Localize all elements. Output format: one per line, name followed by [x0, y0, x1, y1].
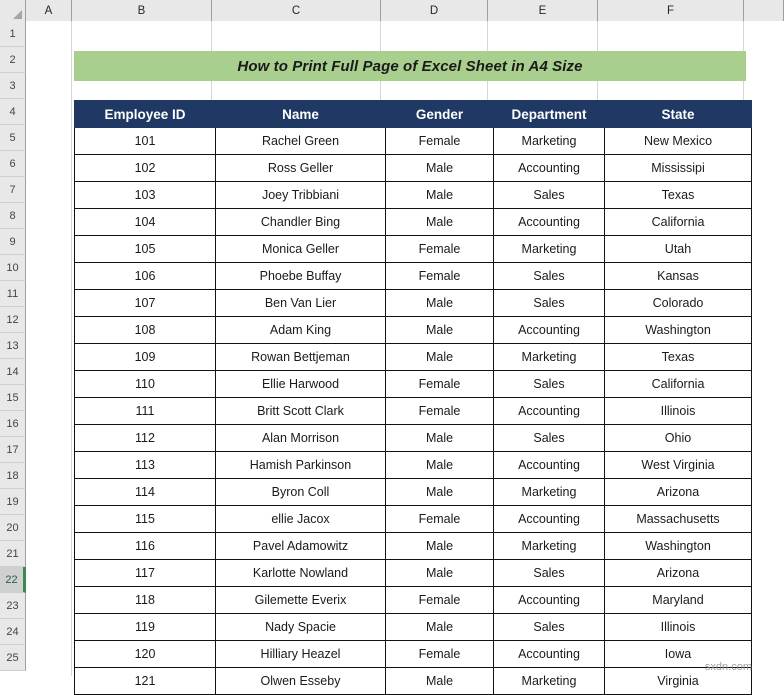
table-cell[interactable]: Ben Van Lier: [216, 290, 386, 317]
table-cell[interactable]: Marketing: [494, 533, 605, 560]
table-cell[interactable]: 112: [75, 425, 216, 452]
table-row[interactable]: [75, 398, 752, 425]
table-cell[interactable]: 101: [75, 128, 216, 155]
table-row[interactable]: [75, 668, 752, 695]
row-header-24[interactable]: 24: [0, 619, 26, 645]
table-cell[interactable]: 102: [75, 155, 216, 182]
table-cell[interactable]: California: [605, 371, 752, 398]
table-cell[interactable]: Virginia: [605, 668, 752, 695]
column-header-c[interactable]: C: [212, 0, 381, 21]
table-row[interactable]: [75, 506, 752, 533]
table-cell[interactable]: 116: [75, 533, 216, 560]
row-header-20[interactable]: 20: [0, 515, 26, 541]
table-cell[interactable]: Chandler Bing: [216, 209, 386, 236]
table-cell[interactable]: Male: [386, 452, 494, 479]
table-cell[interactable]: Iowa: [605, 641, 752, 668]
sheet-grid[interactable]: [26, 21, 758, 688]
table-cell[interactable]: California: [605, 209, 752, 236]
table-cell[interactable]: Female: [386, 128, 494, 155]
table-row[interactable]: [75, 317, 752, 344]
table-cell[interactable]: Massachusetts: [605, 506, 752, 533]
table-cell[interactable]: Arizona: [605, 560, 752, 587]
table-cell[interactable]: Illinois: [605, 398, 752, 425]
table-cell[interactable]: 106: [75, 263, 216, 290]
row-header-4[interactable]: 4: [0, 99, 26, 125]
row-header-16[interactable]: 16: [0, 411, 26, 437]
table-cell[interactable]: Female: [386, 371, 494, 398]
table-cell[interactable]: Marketing: [494, 668, 605, 695]
row-header-18[interactable]: 18: [0, 463, 26, 489]
table-cell[interactable]: 119: [75, 614, 216, 641]
table-cell[interactable]: Accounting: [494, 641, 605, 668]
table-cell[interactable]: 115: [75, 506, 216, 533]
table-row[interactable]: [75, 263, 752, 290]
column-header-cell[interactable]: Department: [494, 101, 605, 128]
column-header-d[interactable]: D: [381, 0, 488, 21]
table-row[interactable]: [75, 290, 752, 317]
column-header-cell[interactable]: Employee ID: [75, 101, 216, 128]
table-cell[interactable]: ellie Jacox: [216, 506, 386, 533]
column-header-b[interactable]: B: [72, 0, 212, 21]
table-cell[interactable]: Female: [386, 398, 494, 425]
select-all-triangle-icon: [13, 10, 22, 19]
table-cell[interactable]: Pavel Adamowitz: [216, 533, 386, 560]
table-cell[interactable]: Utah: [605, 236, 752, 263]
table-cell[interactable]: Female: [386, 263, 494, 290]
table-cell[interactable]: 118: [75, 587, 216, 614]
watermark: sxdn.com: [704, 661, 752, 673]
table-row[interactable]: [75, 236, 752, 263]
row-header-2[interactable]: 2: [0, 47, 26, 73]
table-cell[interactable]: Female: [386, 587, 494, 614]
gridline-vertical: [71, 21, 72, 676]
row-header-7[interactable]: 7: [0, 177, 26, 203]
table-cell[interactable]: Olwen Esseby: [216, 668, 386, 695]
table-cell[interactable]: Joey Tribbiani: [216, 182, 386, 209]
table-cell[interactable]: Male: [386, 290, 494, 317]
table-row[interactable]: [75, 344, 752, 371]
row-header-17[interactable]: 17: [0, 437, 26, 463]
table-cell[interactable]: Illinois: [605, 614, 752, 641]
table-cell[interactable]: Kansas: [605, 263, 752, 290]
row-header-14[interactable]: 14: [0, 359, 26, 385]
table-cell[interactable]: New Mexico: [605, 128, 752, 155]
table-row[interactable]: [75, 452, 752, 479]
table-cell[interactable]: Accounting: [494, 317, 605, 344]
row-header-8[interactable]: 8: [0, 203, 26, 229]
table-row[interactable]: [75, 371, 752, 398]
table-cell[interactable]: Male: [386, 560, 494, 587]
table-cell[interactable]: 107: [75, 290, 216, 317]
table-cell[interactable]: 103: [75, 182, 216, 209]
table-cell[interactable]: Female: [386, 641, 494, 668]
table-cell[interactable]: Nady Spacie: [216, 614, 386, 641]
row-header-6[interactable]: 6: [0, 151, 26, 177]
table-row[interactable]: [75, 560, 752, 587]
table-cell[interactable]: Rachel Green: [216, 128, 386, 155]
table-cell[interactable]: Marketing: [494, 128, 605, 155]
table-cell[interactable]: Male: [386, 182, 494, 209]
table-cell[interactable]: Accounting: [494, 209, 605, 236]
table-cell[interactable]: Colorado: [605, 290, 752, 317]
table-cell[interactable]: Female: [386, 506, 494, 533]
table-cell[interactable]: Gilemette Everix: [216, 587, 386, 614]
row-header-19[interactable]: 19: [0, 489, 26, 515]
row-header-25[interactable]: 25: [0, 645, 26, 671]
table-cell[interactable]: Rowan Bettjeman: [216, 344, 386, 371]
table-body: [75, 128, 752, 695]
table-cell[interactable]: Accounting: [494, 506, 605, 533]
table-cell[interactable]: Ellie Harwood: [216, 371, 386, 398]
table-cell[interactable]: Male: [386, 155, 494, 182]
table-cell[interactable]: Male: [386, 344, 494, 371]
table-cell[interactable]: Texas: [605, 344, 752, 371]
table-cell[interactable]: Marketing: [494, 236, 605, 263]
table-row[interactable]: [75, 479, 752, 506]
row-header-15[interactable]: 15: [0, 385, 26, 411]
table-cell[interactable]: 108: [75, 317, 216, 344]
table-cell[interactable]: Sales: [494, 371, 605, 398]
table-cell[interactable]: 111: [75, 398, 216, 425]
table-cell[interactable]: 113: [75, 452, 216, 479]
table-cell[interactable]: Monica Geller: [216, 236, 386, 263]
row-header-22[interactable]: 22: [0, 567, 26, 593]
row-header-3[interactable]: 3: [0, 73, 26, 99]
table-cell[interactable]: 109: [75, 344, 216, 371]
table-row[interactable]: [75, 155, 752, 182]
table-cell[interactable]: 120: [75, 641, 216, 668]
table-cell[interactable]: Marketing: [494, 479, 605, 506]
table-cell[interactable]: Ohio: [605, 425, 752, 452]
table-cell[interactable]: Accounting: [494, 155, 605, 182]
row-header-9[interactable]: 9: [0, 229, 26, 255]
table-cell[interactable]: Britt Scott Clark: [216, 398, 386, 425]
column-header-a[interactable]: A: [26, 0, 72, 21]
table-cell[interactable]: Accounting: [494, 398, 605, 425]
select-all-button[interactable]: [0, 0, 26, 21]
title-banner-cell[interactable]: [74, 51, 746, 81]
table-cell[interactable]: Adam King: [216, 317, 386, 344]
table-cell[interactable]: Phoebe Buffay: [216, 263, 386, 290]
table-cell[interactable]: 117: [75, 560, 216, 587]
table-cell[interactable]: Arizona: [605, 479, 752, 506]
row-header-10[interactable]: 10: [0, 255, 26, 281]
row-header-5[interactable]: 5: [0, 125, 26, 151]
table-row[interactable]: [75, 533, 752, 560]
table-row[interactable]: [75, 182, 752, 209]
table-cell[interactable]: Male: [386, 425, 494, 452]
table-header-row: [75, 101, 752, 128]
table-cell[interactable]: Accounting: [494, 587, 605, 614]
table-cell[interactable]: 105: [75, 236, 216, 263]
row-header-11[interactable]: 11: [0, 281, 26, 307]
column-header-cell[interactable]: Name: [216, 101, 386, 128]
table-cell[interactable]: 121: [75, 668, 216, 695]
table-cell[interactable]: Accounting: [494, 452, 605, 479]
table-cell[interactable]: Texas: [605, 182, 752, 209]
table-cell[interactable]: 104: [75, 209, 216, 236]
column-header-cell[interactable]: Gender: [386, 101, 494, 128]
row-header-1[interactable]: 1: [0, 21, 26, 47]
table-cell[interactable]: Male: [386, 533, 494, 560]
row-header-23[interactable]: 23: [0, 593, 26, 619]
table-cell[interactable]: Ross Geller: [216, 155, 386, 182]
table-row[interactable]: [75, 425, 752, 452]
table-cell[interactable]: Hamish Parkinson: [216, 452, 386, 479]
column-header-cell[interactable]: State: [605, 101, 752, 128]
table-cell[interactable]: 114: [75, 479, 216, 506]
table-row[interactable]: [75, 209, 752, 236]
page-title: How to Print Full Page of Excel Sheet in A4 Size: [237, 57, 583, 75]
table-cell[interactable]: Marketing: [494, 344, 605, 371]
table-row[interactable]: [75, 128, 752, 155]
column-header-blank[interactable]: [744, 0, 784, 21]
table-cell[interactable]: Sales: [494, 290, 605, 317]
table-cell[interactable]: Sales: [494, 182, 605, 209]
table-cell[interactable]: Male: [386, 209, 494, 236]
table-cell[interactable]: Male: [386, 479, 494, 506]
table-cell[interactable]: West Virginia: [605, 452, 752, 479]
table-cell[interactable]: Sales: [494, 560, 605, 587]
table-cell[interactable]: Washington: [605, 533, 752, 560]
table-row[interactable]: [75, 614, 752, 641]
table-cell[interactable]: Byron Coll: [216, 479, 386, 506]
table-cell[interactable]: Hilliary Heazel: [216, 641, 386, 668]
row-header-21[interactable]: 21: [0, 541, 26, 567]
table-cell[interactable]: Sales: [494, 425, 605, 452]
table-cell[interactable]: Washington: [605, 317, 752, 344]
row-header-13[interactable]: 13: [0, 333, 26, 359]
table-cell[interactable]: Sales: [494, 263, 605, 290]
table-cell[interactable]: Mississipi: [605, 155, 752, 182]
table-cell[interactable]: 110: [75, 371, 216, 398]
table-cell[interactable]: Sales: [494, 614, 605, 641]
table-cell[interactable]: Male: [386, 317, 494, 344]
table-cell[interactable]: Karlotte Nowland: [216, 560, 386, 587]
table-cell[interactable]: Maryland: [605, 587, 752, 614]
table-row[interactable]: [75, 641, 752, 668]
column-header-e[interactable]: E: [488, 0, 598, 21]
column-header-f[interactable]: F: [598, 0, 744, 21]
table-row[interactable]: [75, 587, 752, 614]
table-cell[interactable]: Alan Morrison: [216, 425, 386, 452]
table-cell[interactable]: Female: [386, 236, 494, 263]
row-header-12[interactable]: 12: [0, 307, 26, 333]
column-headers: [0, 0, 758, 21]
row-headers: [0, 21, 26, 671]
employee-data-table[interactable]: [74, 100, 752, 695]
table-cell[interactable]: Male: [386, 668, 494, 695]
table-cell[interactable]: Male: [386, 614, 494, 641]
